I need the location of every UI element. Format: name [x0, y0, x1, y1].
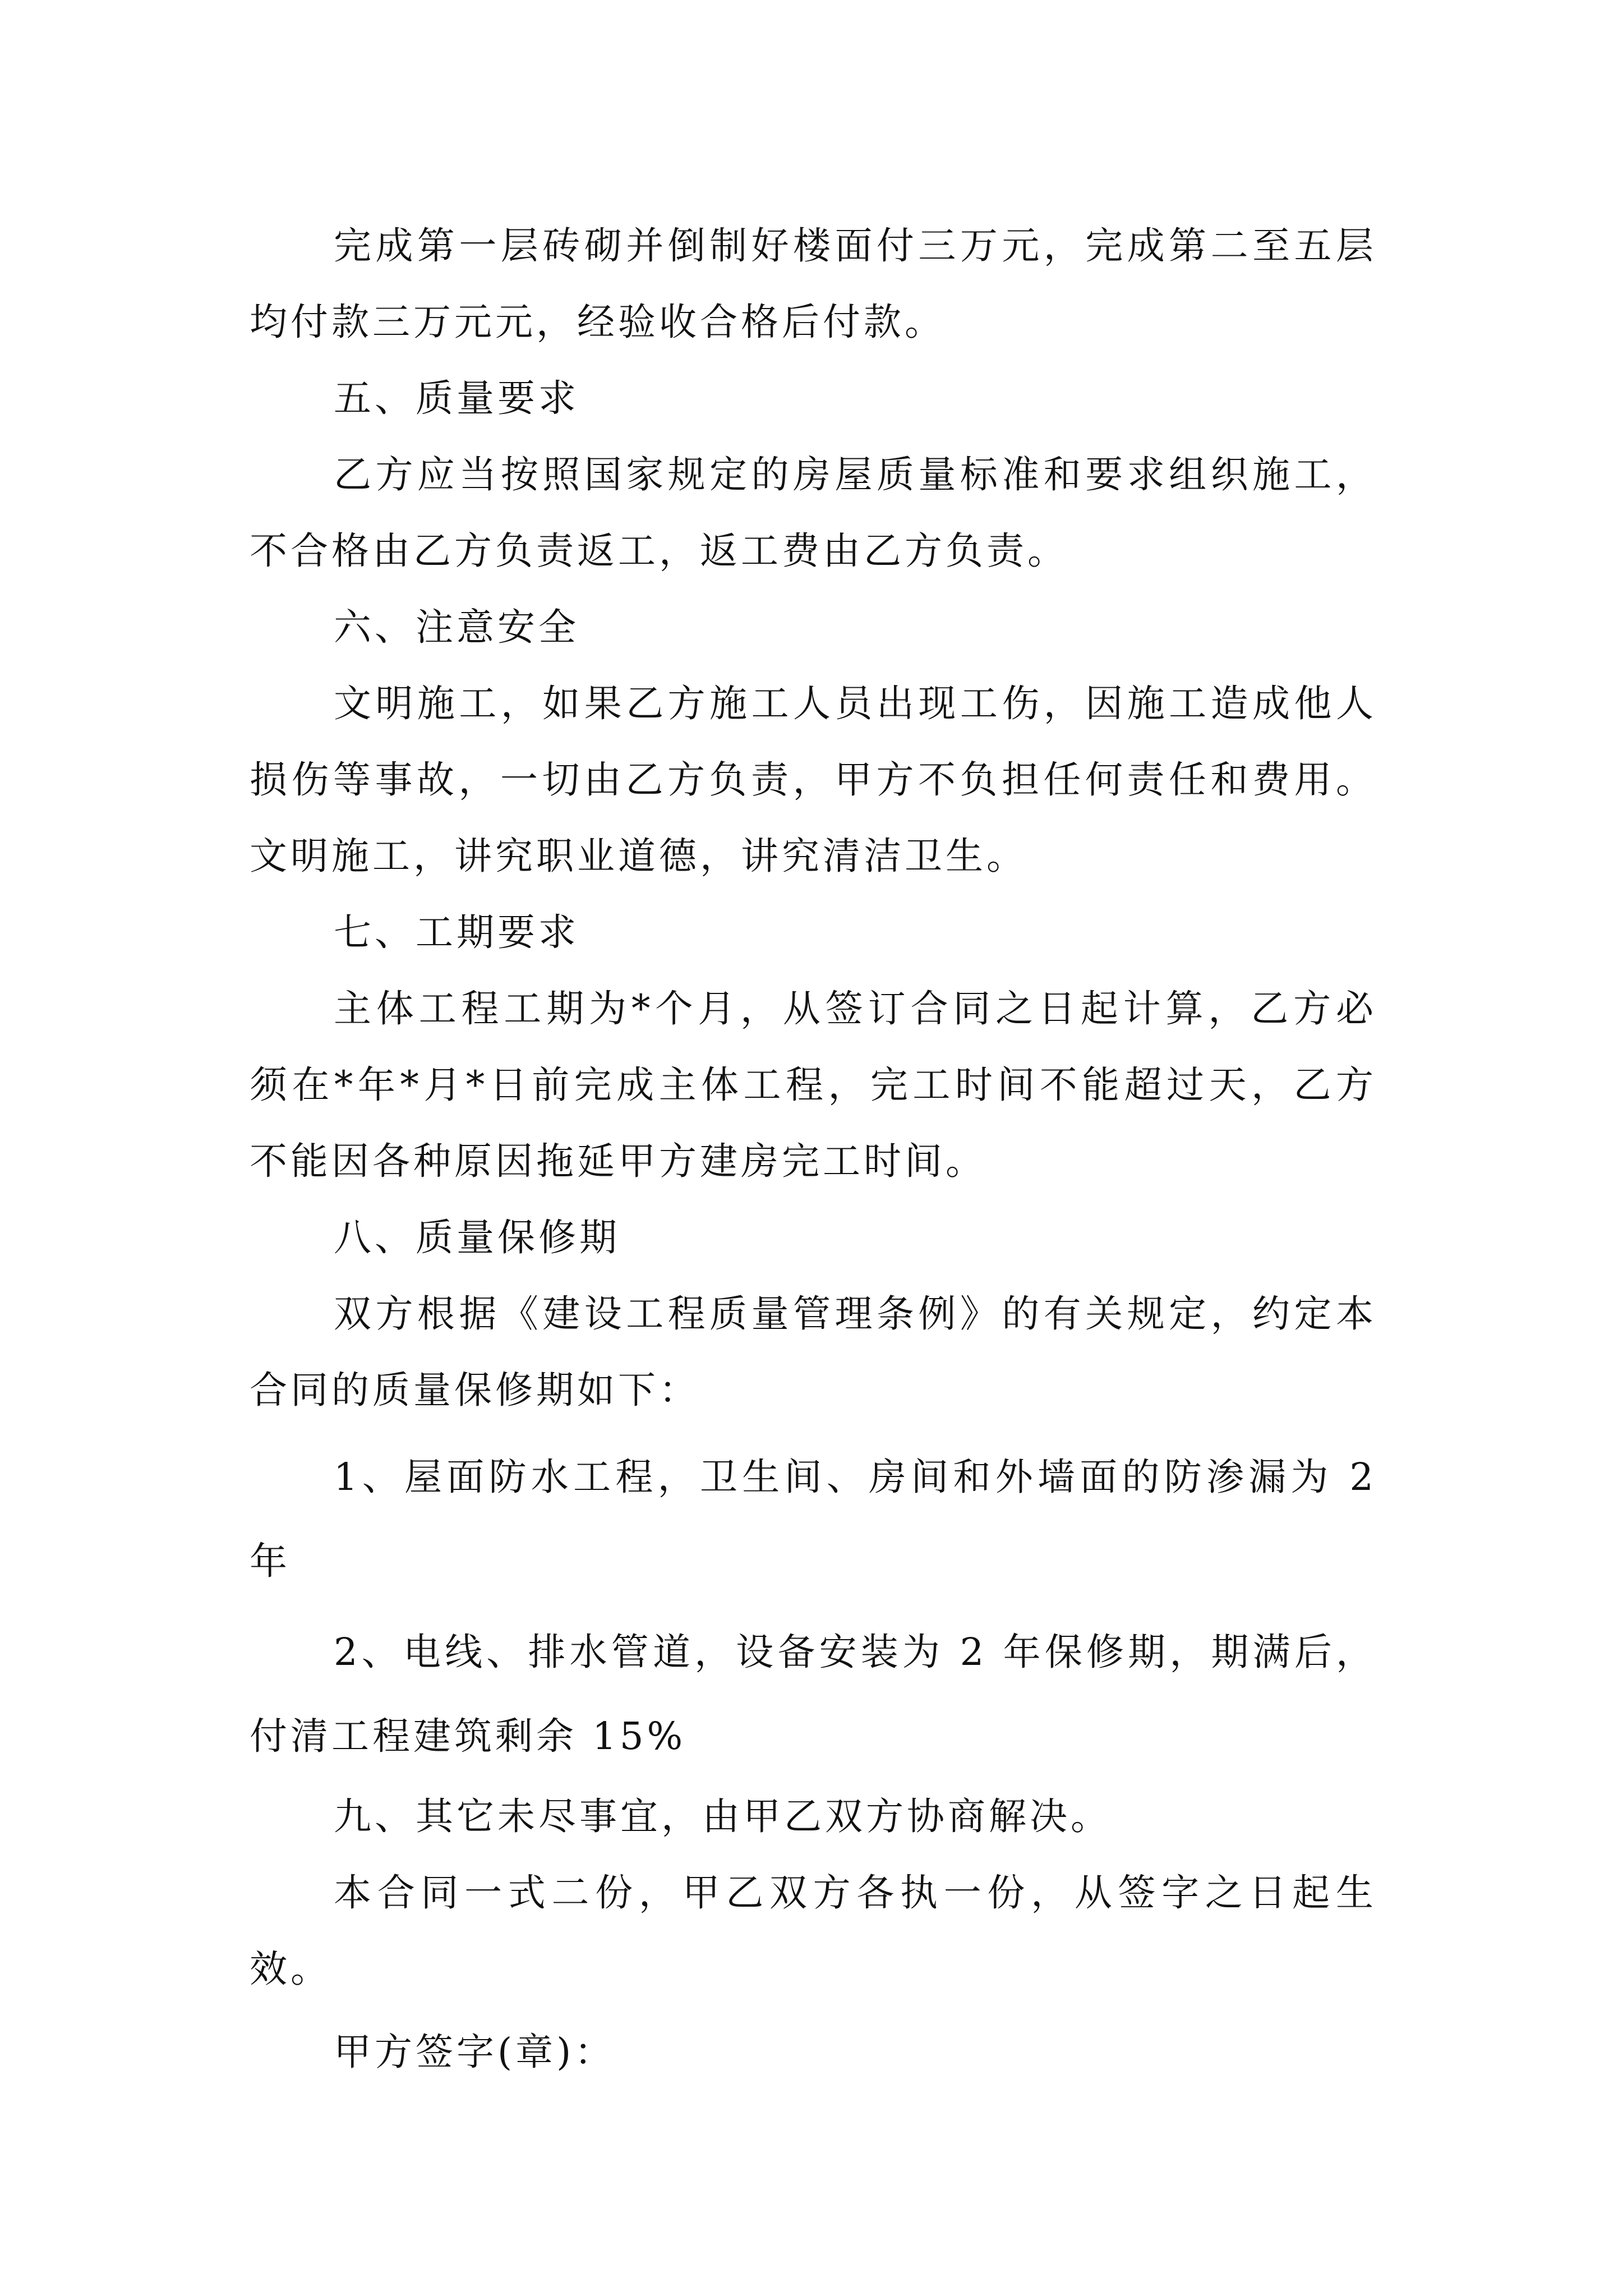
document-body: [250, 208, 1377, 2090]
paragraph-schedule: 主体工程工期为*个月，从签订合同之日起计算，乙方必须在*年*月*日前完成主体工程，完工时间不能超过天，乙方不能因各种原因拖延甲方建房完工时间。: [250, 987, 1377, 1183]
paragraph-safety: 文明施工，如果乙方施工人员出现工伤，因施工造成他人损伤等事故，一切由乙方负责，甲方不负担任何责任和费用。文明施工，讲究职业道德，讲究清洁卫生。: [250, 682, 1377, 878]
heading-schedule: 七、工期要求: [334, 910, 579, 954]
paragraph-copies: 本合同一式二份，甲乙双方各执一份，从签字之日起生效。: [250, 1871, 1377, 1991]
paragraph-warranty-item-2: 2、电线、排水管道，设备安装为 2 年保修期，期满后，付清工程建筑剩余 15%: [250, 1630, 1377, 1758]
paragraph-quality-requirements: 乙方应当按照国家规定的房屋质量标准和要求组织施工，不合格由乙方负责返工，返工费由乙方负责。: [250, 453, 1377, 573]
party-a-signature-line: 甲方签字(章)：: [334, 2030, 616, 2074]
heading-safety: 六、注意安全: [334, 605, 579, 649]
heading-quality-requirements: 五、质量要求: [334, 376, 579, 420]
paragraph-warranty-intro: 双方根据《建设工程质量管理条例》的有关规定，约定本合同的质量保修期如下：: [250, 1292, 1377, 1412]
paragraph-payment-terms: 完成第一层砖砌并倒制好楼面付三万元，完成第二至五层均付款三万元元，经验收合格后付款。: [250, 224, 1377, 344]
heading-other-matters: 九、其它未尽事宜，由甲乙双方协商解决。: [334, 1795, 1112, 1838]
paragraph-warranty-item-1: 1、屋面防水工程，卫生间、房间和外墙面的防渗漏为 2 年: [250, 1455, 1377, 1583]
heading-warranty-period: 八、质量保修期: [334, 1216, 620, 1259]
